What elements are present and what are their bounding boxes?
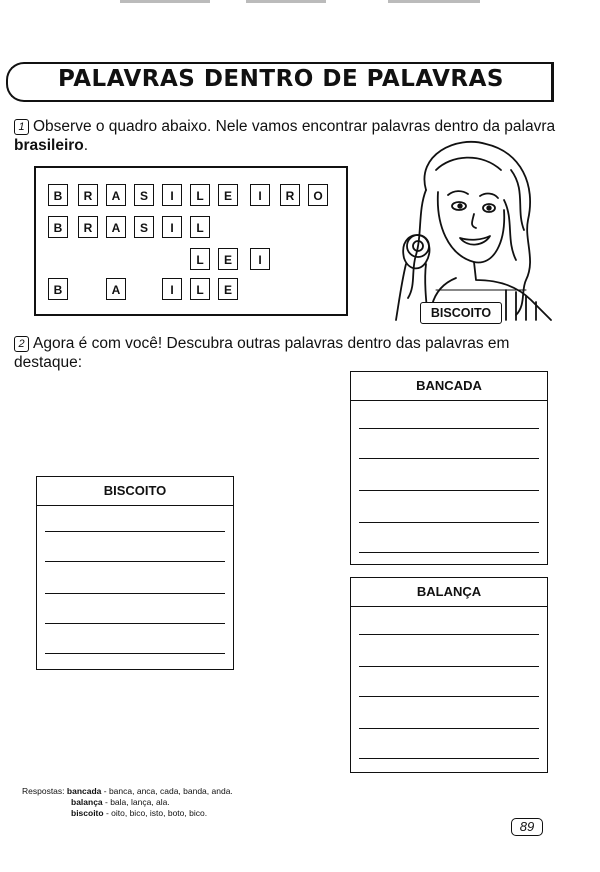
answers-label: Respostas: bbox=[22, 786, 65, 796]
balanca-box bbox=[350, 577, 548, 773]
question-2 bbox=[14, 334, 574, 372]
answer-row-balanca bbox=[22, 797, 233, 808]
grid-cell: A bbox=[106, 216, 126, 238]
grid-cell: R bbox=[78, 184, 98, 206]
question-2-number: 2 bbox=[14, 336, 29, 352]
answer-line[interactable] bbox=[359, 522, 539, 523]
grid-cell: I bbox=[162, 184, 182, 206]
answer-line[interactable] bbox=[45, 623, 225, 624]
page-number: 89 bbox=[511, 818, 543, 836]
answer-line[interactable] bbox=[359, 428, 539, 429]
balanca-header: BALANÇA bbox=[351, 578, 547, 607]
answer-line[interactable] bbox=[359, 728, 539, 729]
answer-line[interactable] bbox=[359, 490, 539, 491]
question-2-text: Agora é com você! Descubra outras palavras dentro das palavras em destaque: bbox=[14, 335, 510, 371]
grid-cell: B bbox=[48, 216, 68, 238]
grid-cell: I bbox=[162, 216, 182, 238]
bancada-header: BANCADA bbox=[351, 372, 547, 401]
answer-word: balança bbox=[71, 797, 103, 807]
grid-cell: S bbox=[134, 184, 154, 206]
grid-cell: O bbox=[308, 184, 328, 206]
top-rule-mid bbox=[246, 0, 326, 3]
answer-list: - banca, anca, cada, banda, anda. bbox=[101, 786, 233, 796]
page-title: PALAVRAS DENTRO DE PALAVRAS bbox=[58, 66, 504, 92]
top-rule-right bbox=[388, 0, 480, 3]
bancada-box bbox=[350, 371, 548, 565]
answer-row-biscoito bbox=[22, 808, 233, 819]
grid-cell: A bbox=[106, 184, 126, 206]
question-1-bold-word: brasileiro bbox=[14, 137, 84, 154]
biscoito-label: BISCOITO bbox=[420, 302, 502, 324]
grid-cell: E bbox=[218, 184, 238, 206]
title-banner bbox=[6, 62, 554, 102]
answers-note bbox=[22, 786, 233, 819]
top-rule-left bbox=[120, 0, 210, 3]
girl-eating-biscuit-illustration bbox=[356, 130, 556, 330]
answer-row-bancada bbox=[22, 786, 233, 797]
grid-cell: I bbox=[250, 184, 270, 206]
answer-line[interactable] bbox=[359, 696, 539, 697]
answer-line[interactable] bbox=[359, 458, 539, 459]
grid-cell: L bbox=[190, 278, 210, 300]
grid-cell: L bbox=[190, 248, 210, 270]
answer-line[interactable] bbox=[45, 531, 225, 532]
answer-line[interactable] bbox=[45, 561, 225, 562]
answer-word: bancada bbox=[66, 786, 102, 796]
grid-cell: R bbox=[280, 184, 300, 206]
biscoito-header: BISCOITO bbox=[37, 477, 233, 506]
grid-cell: I bbox=[162, 278, 182, 300]
grid-cell: L bbox=[190, 184, 210, 206]
question-1-period: . bbox=[83, 137, 89, 154]
answer-list: - bala, lança, ala. bbox=[102, 797, 170, 807]
answer-line[interactable] bbox=[359, 666, 539, 667]
biscoito-box bbox=[36, 476, 234, 670]
answer-word: biscoito bbox=[71, 808, 104, 818]
grid-cell: E bbox=[218, 278, 238, 300]
answer-line[interactable] bbox=[45, 593, 225, 594]
answer-line[interactable] bbox=[359, 634, 539, 635]
grid-cell: L bbox=[190, 216, 210, 238]
grid-cell: B bbox=[48, 278, 68, 300]
question-1-number: 1 bbox=[14, 119, 29, 135]
grid-cell: E bbox=[218, 248, 238, 270]
answer-list: - oito, bico, isto, boto, bico. bbox=[103, 808, 208, 818]
letter-grid bbox=[34, 166, 348, 316]
grid-cell: A bbox=[106, 278, 126, 300]
answer-line[interactable] bbox=[359, 552, 539, 553]
grid-cell: R bbox=[78, 216, 98, 238]
grid-cell: S bbox=[134, 216, 154, 238]
answer-line[interactable] bbox=[359, 758, 539, 759]
answer-line[interactable] bbox=[45, 653, 225, 654]
question-1-text: Observe o quadro abaixo. Nele vamos encontrar palavras dentro da palavra bbox=[33, 118, 556, 135]
grid-cell: I bbox=[250, 248, 270, 270]
grid-cell: B bbox=[48, 184, 68, 206]
